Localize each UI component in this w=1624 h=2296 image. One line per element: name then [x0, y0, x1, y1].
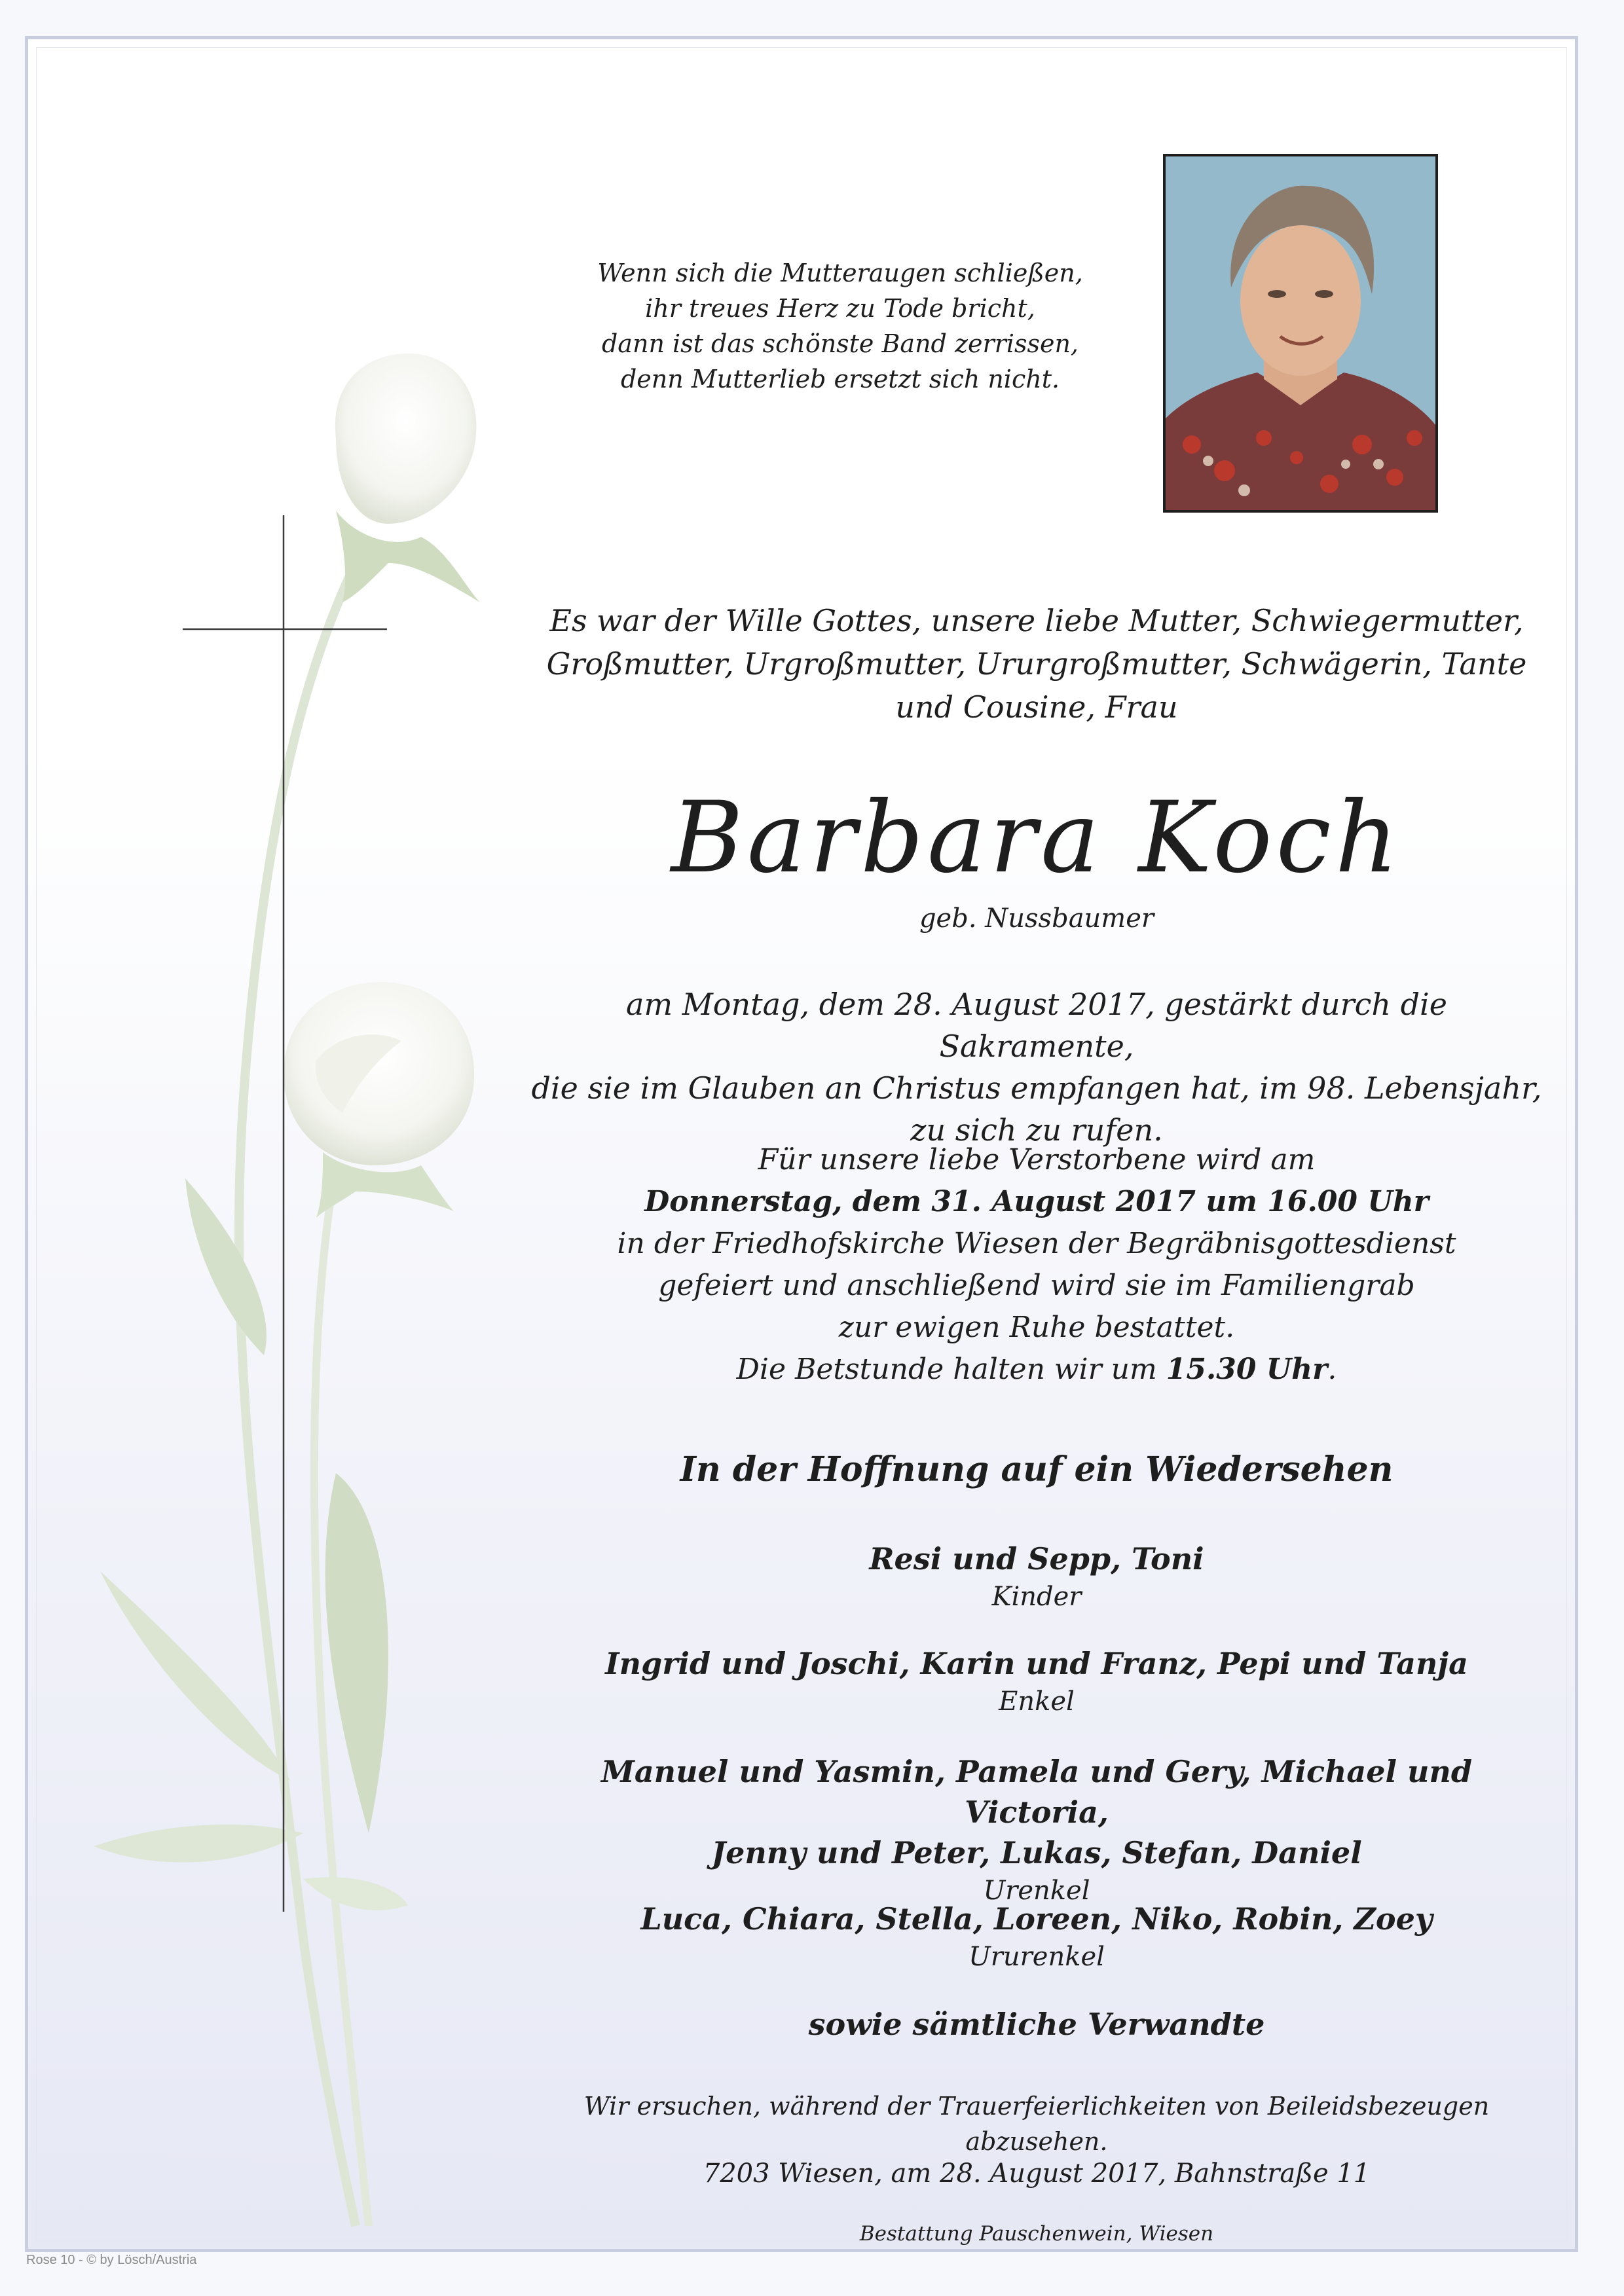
prayer-suffix: .	[1327, 1353, 1337, 1386]
verse-line: Wenn sich die Mutteraugen schließen,	[597, 259, 1083, 287]
verse-line: ihr treues Herz zu Tode bricht,	[645, 294, 1035, 323]
intro-text	[526, 599, 1547, 729]
leaf	[185, 1178, 267, 1355]
family-names: Ingrid und Joschi, Karin und Franz, Pepi und Tanja	[605, 1646, 1468, 1681]
death-line: zu sich zu rufen.	[910, 1112, 1163, 1148]
leaf	[303, 1877, 408, 1910]
family-relation: Kinder	[991, 1582, 1082, 1612]
intro-line: und Cousine, Frau	[895, 689, 1178, 725]
place-and-date: 7203 Wiesen, am 28. August 2017, Bahnstraße 11	[703, 2159, 1371, 2189]
death-notice	[526, 983, 1547, 1151]
intro-line: Es war der Wille Gottes, unsere liebe Mutter, Schwiegermutter,	[549, 603, 1524, 638]
portrait-image	[1166, 156, 1435, 510]
family-names: Manuel und Yasmin, Pamela und Gery, Michael und Victoria,	[600, 1754, 1473, 1830]
card-frame	[25, 36, 1578, 2252]
memorial-verse	[526, 255, 1154, 397]
family-group-great-great-grandchildren	[526, 1899, 1547, 1975]
prayer-prefix: Die Betstunde halten wir um	[736, 1353, 1157, 1386]
other-relatives: sowie sämtliche Verwandte	[808, 2007, 1265, 2042]
family-group-grandchildren	[526, 1643, 1547, 1719]
intro-line: Großmutter, Urgroßmutter, Ururgroßmutter, Schwägerin, Tante	[546, 646, 1527, 682]
verse-line: denn Mutterlieb ersetzt sich nicht.	[620, 365, 1060, 393]
rose-stem-upper	[239, 537, 369, 2226]
undertaker: Bestattung Pauschenwein, Wiesen	[859, 2222, 1214, 2246]
service-line: gefeiert und anschließend wird sie im Familiengrab	[658, 1269, 1415, 1302]
portrait-photo	[1163, 154, 1438, 513]
family-group-great-grandchildren	[526, 1751, 1547, 1908]
condolence-request: Wir ersuchen, während der Trauerfeierlichkeiten von Beileidsbezeugen abzusehen.	[583, 2092, 1490, 2156]
family-relation: Enkel	[999, 1686, 1075, 1717]
family-names: Luca, Chiara, Stella, Loreen, Niko, Robin, Zoey	[640, 1901, 1433, 1937]
rose-icon	[284, 982, 474, 1218]
imprint: Rose 10 - © by Lösch/Austria	[26, 2253, 197, 2267]
family-names: Jenny und Peter, Lukas, Stefan, Daniel	[711, 1835, 1362, 1870]
prayer-time: 15.30 Uhr	[1166, 1353, 1328, 1386]
family-relation: Ururenkel	[969, 1942, 1105, 1972]
service-date: Donnerstag, dem 31. August 2017 um 16.00 Uhr	[644, 1185, 1429, 1218]
family-group-children	[526, 1539, 1547, 1614]
funeral-service	[526, 1139, 1547, 1391]
family-relation: Urenkel	[983, 1876, 1090, 1906]
hope-heading: In der Hoffnung auf ein Wiedersehen	[680, 1449, 1393, 1489]
verse-line: dann ist das schönste Band zerrissen,	[601, 329, 1079, 358]
deceased-name: Barbara Koch	[671, 781, 1403, 895]
service-line: zur ewigen Ruhe bestattet.	[838, 1311, 1235, 1344]
leaf	[94, 1825, 303, 1863]
rose-icon	[335, 354, 480, 602]
family-names: Resi und Sepp, Toni	[869, 1541, 1204, 1576]
maiden-name: geb. Nussbaumer	[919, 903, 1154, 934]
leaf	[325, 1473, 388, 1833]
death-line: die sie im Glauben an Christus empfangen hat, im 98. Lebensjahr,	[531, 1070, 1542, 1106]
death-line: am Montag, dem 28. August 2017, gestärkt durch die Sakramente,	[626, 987, 1447, 1064]
service-line: Für unsere liebe Verstorbene wird am	[758, 1143, 1316, 1176]
service-line: in der Friedhofskirche Wiesen der Begräbnisgottesdienst	[617, 1227, 1456, 1260]
rose-decoration	[28, 39, 526, 2249]
prayer-hour	[526, 1349, 1547, 1391]
